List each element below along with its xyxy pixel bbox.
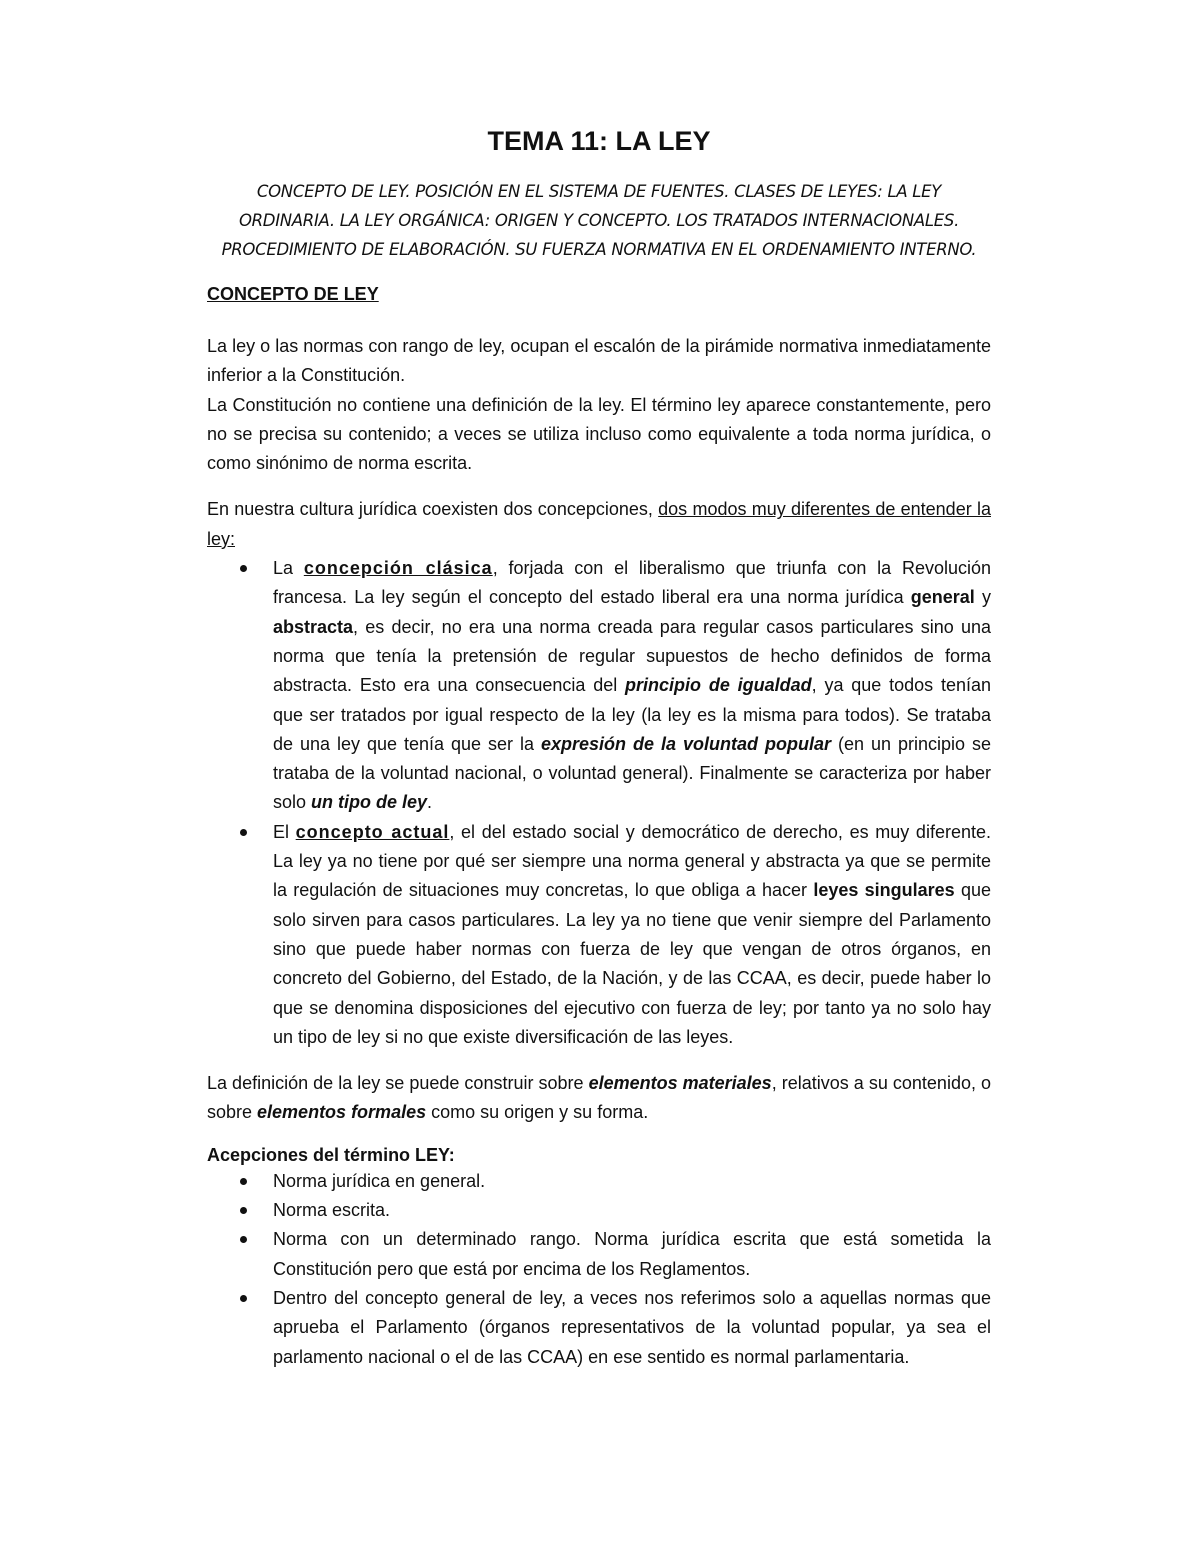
bullet-icon	[240, 1207, 247, 1214]
paragraph-2: La Constitución no contiene una definición de la ley. El término ley aparece constantemente, pero no se precisa su contenido; a veces se utiliza incluso como equivalente a toda norma jurídica, o como sinónimo de norma escrita.	[207, 394, 991, 474]
bullet-icon	[240, 829, 247, 836]
acepciones-list	[207, 1167, 991, 1372]
bullet-icon	[240, 565, 247, 572]
keyword-concepcion-clasica: concepción clásica	[303, 558, 493, 579]
subtitle: CONCEPTO DE LEY. POSICIÓN EN EL SISTEMA DE FUENTES. CLASES DE LEYES: LA LEY ORDINARIA. LA LEY ORGÁNICA: ORIGEN Y CONCEPTO. LOS TRATADOS INTERNACIONALES. PROCEDIMIENTO DE ELABORACIÓN. SU FUERZA NORMATIVA EN EL ORDENAMIENTO INTERNO.	[221, 182, 977, 259]
section-heading-concepto: CONCEPTO DE LEY	[207, 284, 379, 304]
page-title: TEMA 11: LA LEY	[487, 126, 711, 156]
paragraph-1: La ley o las normas con rango de ley, ocupan el escalón de la pirámide normativa inmediatamente inferior a la Constitución.	[207, 336, 991, 386]
list-item: Norma con un determinado rango. Norma jurídica escrita que está sometida la Constitución pero que está por encima de los Reglamentos.	[273, 1225, 991, 1284]
section-heading-acepciones: Acepciones del término LEY:	[207, 1144, 455, 1165]
list-item-concepto-actual: El concepto actual, el del estado social y democrático de derecho, es muy diferente. La ley ya no tiene por qué ser siempre una norma general y abstracta ya que se permite la regulación de situaciones muy concretas, lo que obliga a hacer leyes singulares que solo sirven para casos particulares. La ley ya no tiene que venir siempre del Parlamento sino que puede haber normas con fuerza de ley que vengan de otros órganos, en concreto del Gobierno, del Estado, de la Nación, y de las CCAA, es decir, puede haber lo que se denomina disposiciones del ejecutivo con fuerza de ley; por tanto ya no solo hay un tipo de ley si no que existe diversificación de las leyes.	[273, 818, 991, 1052]
paragraph-4: La definición de la ley se puede construir sobre elementos materiales, relativos a su contenido, o sobre elementos formales como su origen y su forma.	[207, 1073, 992, 1123]
list-item: Norma escrita.	[273, 1196, 991, 1225]
bullet-icon	[240, 1295, 247, 1302]
list-item: Norma jurídica en general.	[273, 1167, 991, 1196]
document-body	[207, 126, 991, 1372]
bullet-icon	[240, 1236, 247, 1243]
bullet-icon	[240, 1178, 247, 1185]
concepciones-list	[207, 554, 991, 1052]
keyword-concepto-actual: concepto actual	[295, 821, 450, 842]
list-item-concepcion-clasica: La concepción clásica, forjada con el liberalismo que triunfa con la Revolución francesa. La ley según el concepto del estado liberal era una norma jurídica general y abstracta, es decir, no era una norma creada para regular casos particulares sino una norma que tenía la pretensión de regular supuestos de hecho definidos de forma abstracta. Esto era una consecuencia del principio de igualdad, ya que todos tenían que ser tratados por igual respecto de la ley (la ley es la misma para todos). Se trataba de una ley que tenía que ser la expresión de la voluntad popular (en un principio se trataba de la voluntad nacional, o voluntad general). Finalmente se caracteriza por haber solo un tipo de ley.	[273, 554, 991, 818]
paragraph-3: En nuestra cultura jurídica coexisten dos concepciones, dos modos muy diferentes de entender la ley:	[207, 499, 991, 549]
list-item: Dentro del concepto general de ley, a veces nos referimos solo a aquellas normas que aprueba el Parlamento (órganos representativos de la voluntad popular, ya sea el parlamento nacional o el de las CCAA) en ese sentido es normal parlamentaria.	[273, 1284, 991, 1372]
underlined-phrase: dos modos muy diferentes de entender la ley:	[207, 499, 991, 549]
